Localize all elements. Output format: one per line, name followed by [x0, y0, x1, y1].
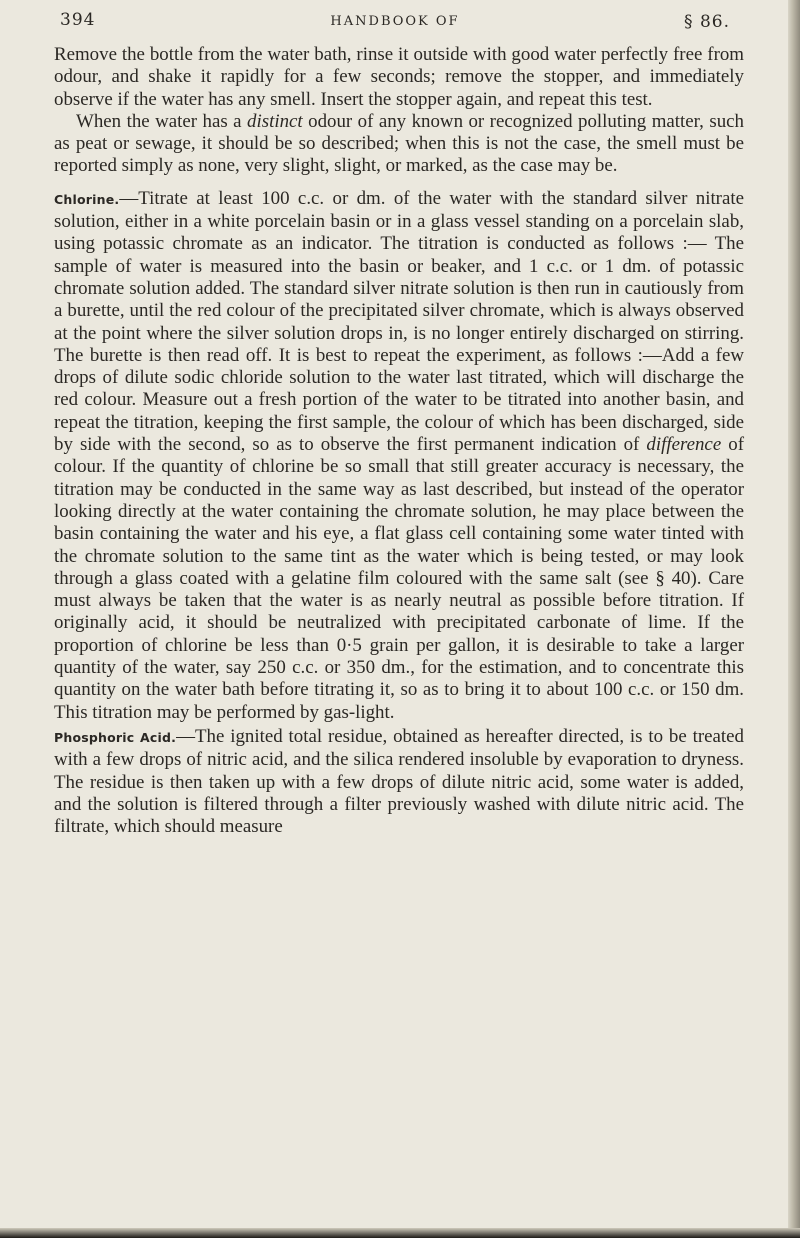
emphasis-difference: difference — [646, 434, 722, 456]
page-number: 394 — [60, 10, 96, 30]
phosphoric-text: —The ignited total residue, obtained as hereafter directed, is to be treated with a few drops of nitric acid, and the silica rendered insoluble by evaporation to dryness. The residue is then taken up with a few drops of dilute nitric acid, some water is added, and the solution is filtered through a filter previously washed with dilute nitric acid. The filtrate, which should measure — [54, 725, 744, 838]
body-text — [54, 44, 744, 838]
chlorine-text-start: —Titrate at least 100 c.c. or dm. of the water with the standard silver nitrate solution, either in a white porcelain basin or in a glass vessel standing on a porcelain slab, using potassic chromate as an indicator. The titration is conducted as follows :— The sample of water is measured into the basin or beaker, and 1 c.c. or 1 dm. of potassic chromate solution added. The standard silver nitrate solution is then run in cautiously from a burette, until the red colour of the precipitated silver chromate, which is always observed at the point where the silver solution drops in, is no longer entirely discharged on stirring. The burette is then read off. It is best to repeat the experiment, as follows :—Add a few drops of dilute sodic chloride solution to the water last titrated, which will discharge the red colour. Measure out a fresh portion of the water to be titrated into another basin, and repeat the titration, keeping the first sample, the colour of which has been discharged, side by side with the second, so as to observe the first permanent indication of — [54, 187, 744, 456]
emphasis-distinct: distinct — [247, 110, 303, 132]
page-header — [60, 8, 730, 38]
page-edge-right — [788, 0, 800, 1238]
chlorine-text-end: of colour. If the quantity of chlorine be so small that still greater accuracy is necessary, the titration may be conducted in the same way as last described, but instead of the operator looking directly at the water containing the chromate solution, he may place between the basin containing the water and his eye, a flat glass cell containing some water tinted with the chromate solution to the same tint as the water which is being tested, or may look through a glass coated with a gelatine film coloured with the same salt (see § 40). Care must always be taken that the water is as nearly neutral as possible before titration. If originally acid, it should be neutralized with precipitated carbonate of lime. If the proportion of chlorine be less than 0·5 grain per gallon, it is desirable to take a larger quantity of the water, say 250 c.c. or 350 dm., for the estimation, and to concentrate this quantity on the water bath before titrating it, so as to bring it to about 100 c.c. or 150 dm. This titration may be performed by gas-light. — [54, 434, 744, 723]
chlorine-heading: Chlorine. — [54, 191, 120, 207]
page-edge-bottom — [0, 1228, 800, 1238]
paragraph-chlorine — [54, 188, 744, 724]
section-number: § 86. — [684, 12, 730, 32]
running-title: HANDBOOK OF — [330, 14, 460, 29]
phosphoric-heading: Phosphoric Acid. — [54, 729, 177, 745]
paragraph-phosphoric — [54, 726, 744, 838]
paragraph-odour — [54, 111, 744, 178]
paragraph-remove-bottle: Remove the bottle from the water bath, rinse it outside with good water perfectly free from odour, and shake it rapidly for a few seconds; remove the stopper, and immediately observe if the water has any smell. Insert the stopper again, and repeat this test. — [54, 44, 744, 110]
paragraph-odour-end: odour of any known or recognized polluting matter, such as peat or sewage, it should be so described; when this is not the case, the smell must be reported simply as none, very slight, slight, or marked, as the case may be. — [54, 110, 744, 177]
paragraph-odour-start: When the water has a — [76, 110, 248, 132]
